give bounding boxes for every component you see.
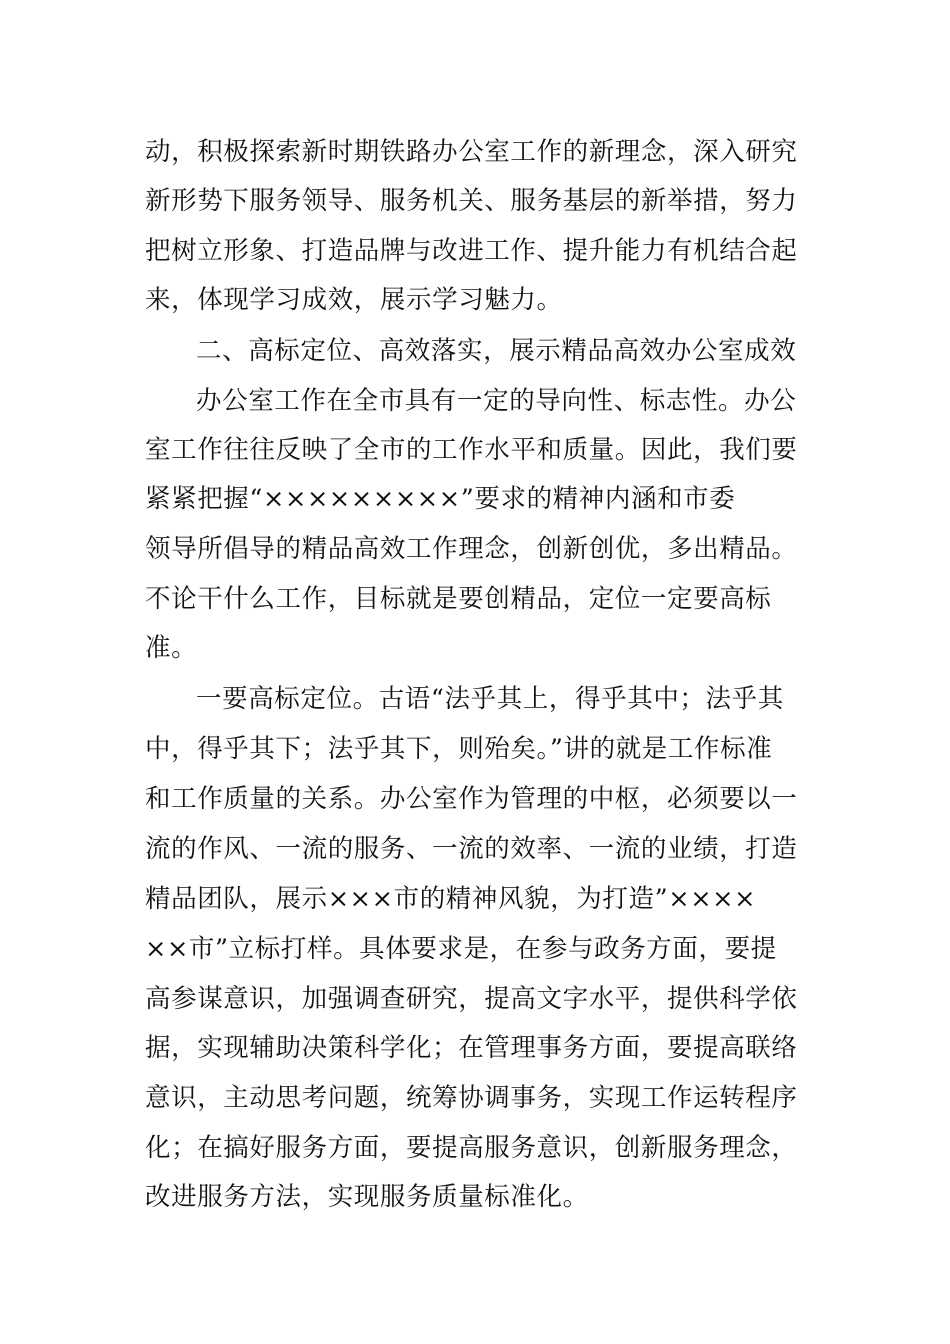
text-line: 领导所倡导的精品高效工作理念，创新创优，多出精品。 xyxy=(145,534,798,564)
text-line: 改进服务方法，实现服务质量标准化。 xyxy=(145,1182,589,1212)
text-line: 一要高标定位。古语“法乎其上，得乎其中；法乎其 xyxy=(196,684,784,714)
text-line: 精品团队，展示×××市的精神风貌，为打造”×××× xyxy=(145,884,757,914)
text-line: 来，体现学习成效，展示学习魅力。 xyxy=(145,285,563,315)
text-line: 新形势下服务领导、服务机关、服务基层的新举措，努力 xyxy=(145,186,798,216)
text-line: 把树立形象、打造品牌与改进工作、提升能力有机结合起 xyxy=(145,236,798,266)
text-line: 和工作质量的关系。办公室作为管理的中枢，必须要以一 xyxy=(145,784,798,814)
section-heading: 二、高标定位、高效落实，展示精品高效办公室成效 xyxy=(196,336,797,366)
text-line: 中，得乎其下；法乎其下，则殆矣。”讲的就是工作标准 xyxy=(145,734,773,764)
text-line: 高参谋意识，加强调查研究，提高文字水平，提供科学依 xyxy=(145,984,798,1014)
text-line: ××市”立标打样。具体要求是，在参与政务方面，要提 xyxy=(145,934,777,964)
text-line: 不论干什么工作，目标就是要创精品，定位一定要高标 xyxy=(145,584,772,614)
text-line: 准。 xyxy=(145,633,198,663)
text-line: 紧紧把握“×××××××××”要求的精神内涵和市委 xyxy=(145,484,736,514)
text-line: 化；在搞好服务方面，要提高服务意识，创新服务理念， xyxy=(145,1133,798,1163)
text-line: 意识，主动思考问题，统筹协调事务，实现工作运转程序 xyxy=(145,1083,798,1113)
text-line: 据，实现辅助决策科学化；在管理事务方面，要提高联络 xyxy=(145,1033,798,1063)
text-line: 办公室工作在全市具有一定的导向性、标志性。办公 xyxy=(196,386,797,416)
text-line: 流的作风、一流的服务、一流的效率、一流的业绩，打造 xyxy=(145,834,798,864)
text-line: 室工作往往反映了全市的工作水平和质量。因此，我们要 xyxy=(145,435,798,465)
text-line: 动，积极探索新时期铁路办公室工作的新理念，深入研究 xyxy=(145,137,798,167)
